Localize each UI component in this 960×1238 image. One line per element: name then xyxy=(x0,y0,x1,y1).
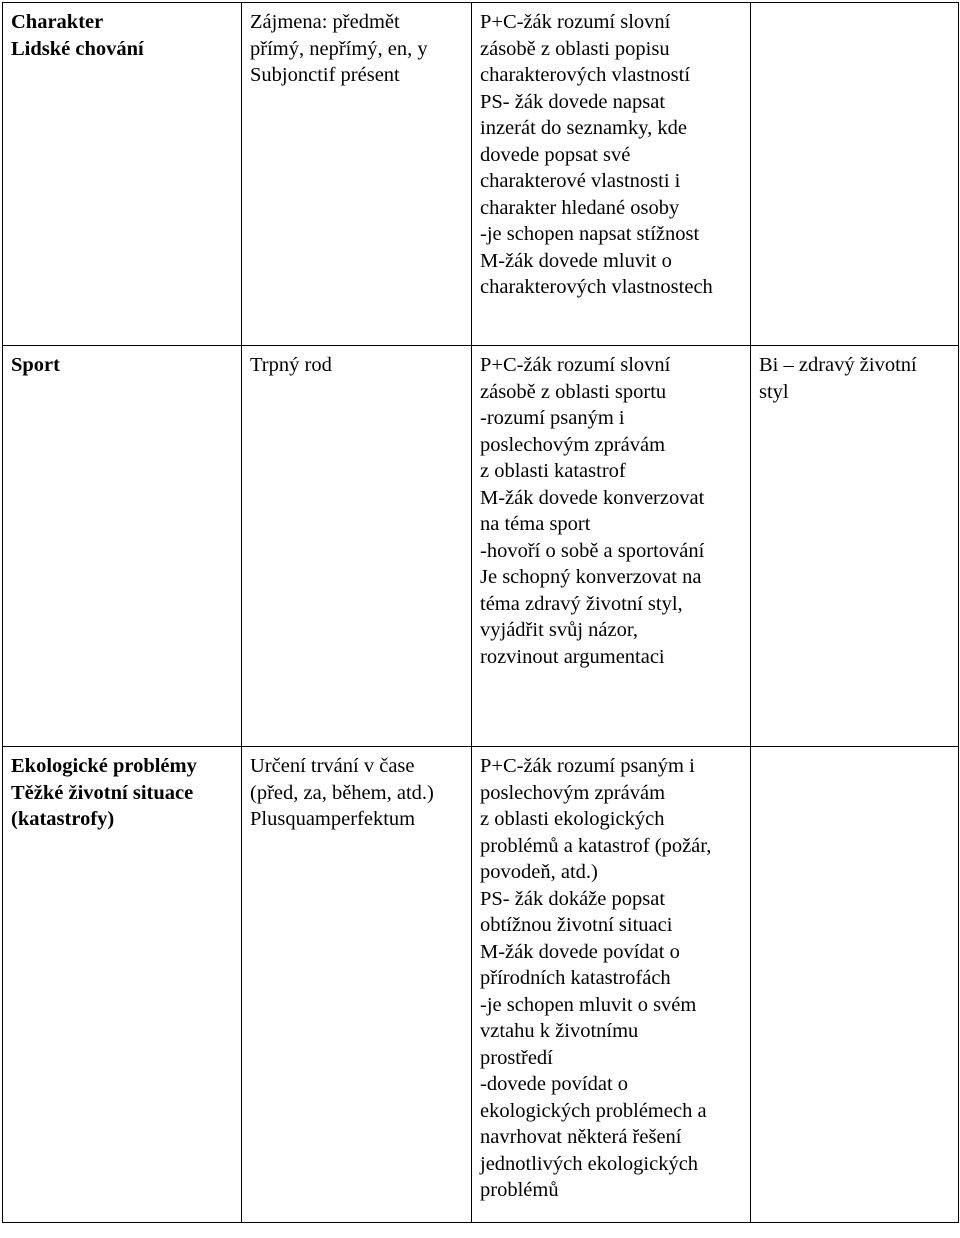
curriculum-table xyxy=(2,2,959,1223)
topic-line: Sport xyxy=(11,354,60,376)
outcome-line: téma zdravý životní styl, xyxy=(480,592,683,615)
outcome-line: z oblasti katastrof xyxy=(480,460,626,482)
topic-line: Lidské chování xyxy=(11,37,144,60)
outcome-line: obtížnou životní situaci xyxy=(480,914,673,936)
grammar-line: Plusquamperfektum xyxy=(250,808,416,830)
table-row xyxy=(3,747,959,1223)
outcome-line: P+C-žák rozumí slovní xyxy=(480,11,671,33)
outcome-line: jednotlivých ekologických xyxy=(480,1152,699,1175)
outcome-line: Je schopný konverzovat na xyxy=(480,566,702,588)
topic-line: (katastrofy) xyxy=(11,808,115,830)
outcome-line: vyjádřit svůj názor, xyxy=(480,619,639,641)
outcome-line: P+C-žák rozumí psaným i xyxy=(480,755,695,777)
outcome-line: charakter hledané osoby xyxy=(480,196,680,219)
outcome-line: -dovede povídat o xyxy=(480,1073,629,1095)
grammar-line: Trpný rod xyxy=(250,354,332,376)
grammar-line: (před, za, během, atd.) xyxy=(250,781,434,804)
outcome-line: -je schopen mluvit o svém xyxy=(480,993,697,1016)
outcomes-cell xyxy=(472,346,751,747)
outcome-line: z oblasti ekologických xyxy=(480,808,665,830)
cross-curricular-line: Bi – zdravý životní xyxy=(759,354,917,376)
outcome-line: M-žák dovede mluvit o xyxy=(480,249,672,272)
outcome-line: přírodních katastrofách xyxy=(480,967,671,989)
topic-line: Ekologické problémy xyxy=(11,755,197,777)
outcome-line: navrhovat některá řešení xyxy=(480,1126,682,1148)
outcome-line: zásobě z oblasti sportu xyxy=(480,380,667,403)
outcome-line: problémů a katastrof (požár, xyxy=(480,834,712,857)
outcome-line: inzerát do seznamky, kde xyxy=(480,117,688,139)
grammar-line: Určení trvání v čase xyxy=(250,755,415,777)
cross-curricular-cell xyxy=(751,346,959,747)
outcome-line: M-žák dovede konverzovat xyxy=(480,486,705,509)
cross-curricular-cell xyxy=(751,3,959,346)
outcome-line: charakterových vlastností xyxy=(480,64,691,86)
grammar-line: Subjonctif présent xyxy=(250,64,400,86)
outcomes-cell xyxy=(472,747,751,1223)
outcome-line: -je schopen napsat stížnost xyxy=(480,223,700,245)
cross-curricular-line: styl xyxy=(759,380,789,403)
outcome-line: M-žák dovede povídat o xyxy=(480,940,680,963)
outcome-line: prostředí xyxy=(480,1046,553,1069)
grammar-line: Zájmena: předmět xyxy=(250,11,400,33)
outcome-line: problémů xyxy=(480,1179,559,1201)
outcome-line: povodeň, atd.) xyxy=(480,861,598,883)
outcome-line: charakterových vlastnostech xyxy=(480,276,713,298)
outcome-line: ekologických problémech a xyxy=(480,1099,707,1122)
topic-cell xyxy=(3,3,242,346)
grammar-cell xyxy=(242,346,472,747)
outcome-line: vztahu k životnímu xyxy=(480,1020,639,1042)
topic-cell xyxy=(3,747,242,1223)
outcome-line: rozvinout argumentaci xyxy=(480,645,665,668)
topic-line: Charakter xyxy=(11,11,104,33)
outcome-line: na téma sport xyxy=(480,513,591,535)
outcome-line: PS- žák dovede napsat xyxy=(480,90,666,113)
table-row xyxy=(3,346,959,747)
outcome-line: PS- žák dokáže popsat xyxy=(480,887,666,910)
cross-curricular-cell xyxy=(751,747,959,1223)
outcome-line: -hovoří o sobě a sportování xyxy=(480,539,705,562)
topic-cell xyxy=(3,346,242,747)
table-row xyxy=(3,3,959,346)
grammar-cell xyxy=(242,747,472,1223)
grammar-line: přímý, nepřímý, en, y xyxy=(250,37,428,60)
outcome-line: -rozumí psaným i xyxy=(480,407,625,429)
topic-line: Těžké životní situace xyxy=(11,781,194,804)
grammar-cell xyxy=(242,3,472,346)
outcome-line: charakterové vlastnosti i xyxy=(480,170,681,192)
outcomes-cell xyxy=(472,3,751,346)
outcome-line: zásobě z oblasti popisu xyxy=(480,37,670,60)
outcome-line: poslechovým zprávám xyxy=(480,781,666,804)
outcome-line: poslechovým zprávám xyxy=(480,433,666,456)
outcome-line: dovede popsat své xyxy=(480,143,631,166)
outcome-line: P+C-žák rozumí slovní xyxy=(480,354,671,376)
